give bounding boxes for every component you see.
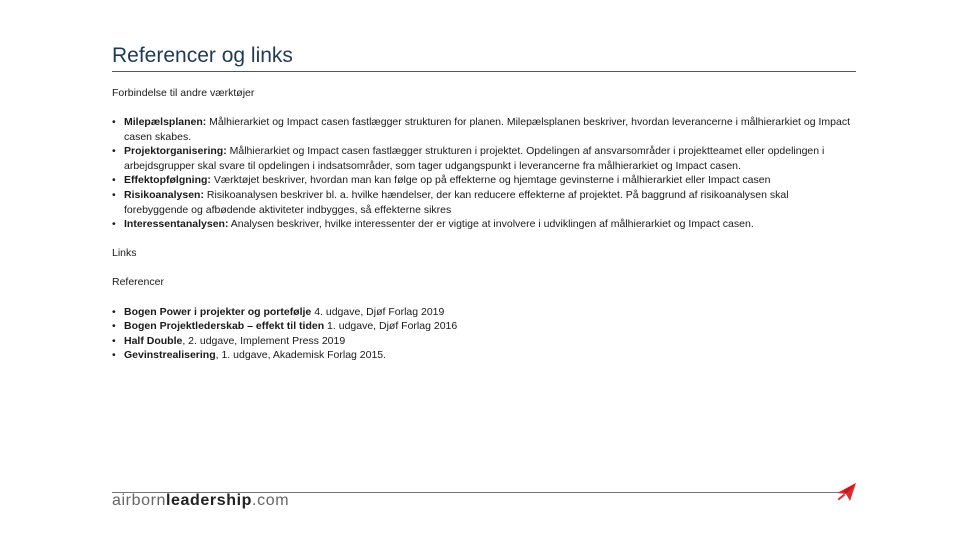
item-text: Analysen beskriver, hvilke interessenter der er vigtige at involvere i udviklingen af målhierarkiet og Impact casen. <box>228 218 754 231</box>
item-text: Værktøjet beskriver, hvordan man kan følge op på effekterne og hjemtage gevinsterne i målhierarkiet eller Impact casen <box>210 174 771 187</box>
references-heading: Referencer <box>112 276 164 289</box>
bullet-glyph: • <box>112 305 116 318</box>
company-logo <box>112 492 289 510</box>
references-list <box>112 305 852 363</box>
reference-details: 1. udgave, Djøf Forlag 2016 <box>324 320 458 333</box>
page-title: Referencer og links <box>112 44 293 67</box>
item-term: Milepælsplanen: <box>124 116 207 129</box>
reference-details: , 1. udgave, Akademisk Forlag 2015. <box>215 349 387 362</box>
list-item <box>112 348 852 363</box>
reference-title: Bogen Power i projekter og portefølje <box>124 305 312 318</box>
slide-content <box>112 86 852 363</box>
reference-title: Gevinstrealisering <box>124 349 216 362</box>
item-text: Målhierarkiet og Impact casen fastlægger strukturen i projektet. Opdelingen af ansvarsområder i projektteamet eller opdelingen i arbejdsgrupper skal svare til opdelingen i indsatsområder, som tager udgangspunkt i leverancerne fra målhierarkiet og Impact casen. <box>124 145 825 172</box>
tools-heading: Forbindelse til andre værktøjer <box>112 87 255 99</box>
paper-plane-icon-trail <box>839 495 844 499</box>
bullet-glyph: • <box>112 116 116 129</box>
bullet-glyph: • <box>112 334 116 347</box>
logo-prefix: airborn <box>112 492 167 509</box>
reference-details: , 2. udgave, Implement Press 2019 <box>182 334 346 347</box>
title-divider <box>112 71 856 72</box>
item-term: Effektopfølgning: <box>124 174 211 187</box>
list-item <box>112 115 852 144</box>
list-item <box>112 217 852 232</box>
item-term: Interessentanalysen: <box>124 218 229 231</box>
bullet-glyph: • <box>112 189 116 202</box>
item-text: Risikoanalysen beskriver bl. a. hvilke hændelser, der kan reducere effekterne af projektet. På baggrund af risikoanalysen skal forebyggende og afbødende aktiviteter indbygges, så effekterne sikres <box>124 189 789 216</box>
bullet-glyph: • <box>112 218 116 231</box>
item-text: Målhierarkiet og Impact casen fastlægger strukturen for planen. Milepælsplanen beskriver, hvordan leverancerne i målhierarkiet og Impact casen skabes. <box>124 116 850 143</box>
links-heading: Links <box>112 247 137 260</box>
list-item <box>112 305 852 320</box>
list-item <box>112 334 852 349</box>
bullet-glyph: • <box>112 320 116 333</box>
list-item <box>112 144 852 173</box>
paper-plane-icon <box>834 479 860 505</box>
bullet-glyph: • <box>112 349 116 362</box>
logo-strong: leadership <box>166 492 253 509</box>
reference-details: 4. udgave, Djøf Forlag 2019 <box>311 305 445 318</box>
logo-suffix: .com <box>252 492 290 509</box>
reference-title: Half Double <box>124 334 183 347</box>
list-item <box>112 319 852 334</box>
list-item <box>112 173 852 188</box>
tools-list <box>112 115 852 232</box>
item-term: Risikoanalysen: <box>124 189 204 202</box>
bullet-glyph: • <box>112 174 116 187</box>
bullet-glyph: • <box>112 145 116 158</box>
item-term: Projektorganisering: <box>124 145 227 158</box>
reference-title: Bogen Projektlederskab – effekt til tiden <box>124 320 325 333</box>
list-item <box>112 188 852 217</box>
